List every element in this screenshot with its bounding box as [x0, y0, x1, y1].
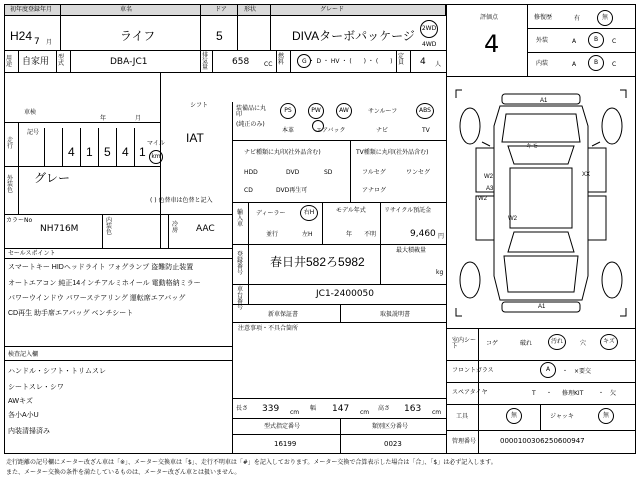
divider	[4, 248, 232, 249]
exterior-color-label: 外装色	[7, 175, 14, 194]
inspector-line: シートスレ・シワ	[8, 384, 64, 391]
mgmt-value: 0000100306250600947	[500, 437, 585, 445]
import-dealer: ディーラー	[256, 210, 286, 217]
divider	[232, 304, 446, 305]
divider	[232, 248, 233, 454]
seat-item: コゲ	[486, 340, 499, 347]
divider	[232, 322, 446, 323]
score-label: 評価点	[480, 14, 499, 21]
divider	[232, 284, 446, 285]
height-unit: cm	[432, 409, 442, 416]
tools-value: 無	[506, 408, 522, 424]
shape-label: 形状	[244, 6, 257, 13]
grade-label: グレード	[320, 6, 345, 13]
equipment-pw: PW	[308, 103, 324, 119]
navi-type-sd: SD	[324, 169, 333, 176]
inspector-notes-label: 検査記入欄	[8, 351, 39, 358]
tv-type-label: TV種類に丸印(社外品含む)	[356, 149, 429, 156]
divider	[4, 346, 232, 347]
mileage-digit: 4	[68, 145, 75, 159]
divider	[248, 284, 249, 304]
divider	[160, 102, 161, 166]
manual-label: 取扱説明書	[380, 311, 411, 318]
import-hidari-h: 左H	[302, 231, 313, 238]
interior-grade-a: A	[572, 61, 577, 68]
recycle-unit: 円	[438, 233, 445, 240]
aircon-label: 冷房	[172, 221, 179, 234]
divider	[168, 214, 169, 248]
seat-item-scratch: キズ	[600, 334, 618, 350]
interior-grade-label: 内装	[536, 60, 549, 67]
inspector-line: 内装清掃済み	[8, 428, 50, 435]
plate-label: 登録番号	[237, 251, 244, 276]
equipment-label: 装備品に丸印	[236, 105, 267, 118]
divider	[527, 4, 528, 76]
capacity-value: 4	[420, 57, 426, 67]
model-year-label: モデル年式	[336, 207, 366, 214]
import-heiko: 並行	[266, 231, 279, 238]
divider	[232, 398, 446, 399]
windshield-a: A	[540, 362, 556, 378]
divider	[248, 244, 249, 284]
import-label: 輸入車	[237, 209, 244, 228]
divider	[44, 128, 45, 166]
divider	[4, 166, 160, 167]
fuel-options: G ・ D ・ HV ・ ( ) ・ ( )	[302, 58, 393, 65]
diagram-label: A1	[538, 304, 546, 310]
first-reg-label: 初年度登録年月	[10, 6, 53, 13]
divider	[4, 258, 232, 259]
equipment-aw: AW	[336, 103, 352, 119]
divider	[540, 404, 541, 430]
divider	[527, 28, 636, 29]
divider	[446, 4, 447, 454]
era-year: H24	[10, 29, 33, 43]
divider	[116, 128, 117, 166]
sales-points-label: セールスポイント	[8, 250, 56, 257]
divider	[270, 4, 271, 50]
divider	[410, 50, 411, 72]
footer-line2: また、メーター交換の条件を満たしているものは、メーター改ざん車とは扱いません。	[6, 469, 241, 476]
divider	[18, 166, 19, 214]
inspector-line: 各小A小U	[8, 412, 39, 419]
navi-type-dvd-play: DVD再生可	[276, 187, 308, 194]
divider	[80, 128, 81, 166]
sales-line: オートエアコン 純正14インチアルミホイール 電動格納ミラー	[8, 280, 201, 287]
divider	[4, 72, 446, 73]
displacement-label: 排気量	[202, 52, 209, 71]
exterior-color: グレー	[34, 171, 71, 185]
divider	[350, 140, 351, 202]
divider	[18, 50, 19, 72]
model-label: 型式	[58, 54, 65, 67]
tv-type-full: フルセグ	[362, 169, 386, 176]
mileage-digit: 4	[122, 145, 129, 159]
spare-item: 欠	[610, 390, 617, 397]
max-load-label: 最大積載量	[396, 247, 427, 254]
repair-label: 修復歴	[534, 14, 553, 21]
interior-color-label: 内装色	[106, 217, 113, 236]
category-number-value: 0023	[384, 440, 402, 448]
divider	[232, 202, 446, 203]
max-load-unit: kg	[436, 269, 444, 276]
exterior-color-note: ( ) 色替車は色替と記入	[150, 197, 213, 204]
divider	[232, 244, 446, 245]
height-label: 高さ	[378, 405, 391, 412]
displacement-value: 658	[232, 57, 250, 67]
mileage-unit-km: km	[149, 150, 163, 164]
fuel-label: 燃料	[278, 53, 285, 66]
equipment-tv: TV	[422, 127, 430, 134]
mileage-unit-mile: マイル	[147, 140, 165, 147]
divider	[322, 202, 323, 244]
navi-type-label: ナビ種類に丸印(社外品含む)	[244, 149, 321, 156]
equipment-sublabel: (純正のみ)	[236, 121, 265, 128]
divider	[4, 214, 232, 215]
equipment-sunroof: サンルーフ	[368, 108, 398, 115]
spare-item: ・	[598, 390, 605, 397]
divider	[4, 360, 232, 361]
length-value: 339	[262, 404, 280, 414]
divider	[380, 202, 381, 244]
divider	[446, 76, 636, 77]
mgmt-label: 管理番号	[452, 438, 477, 445]
divider	[212, 50, 213, 72]
divider	[134, 128, 135, 166]
mileage-digit: 1	[139, 145, 146, 159]
seat-label: 室内シート	[452, 337, 477, 350]
divider	[446, 382, 636, 383]
model-year-unknown: 不明	[364, 231, 377, 238]
shift-label: シフト	[190, 102, 209, 109]
car-damage-diagram	[450, 86, 632, 320]
windshield-label: フロントガラス	[452, 367, 494, 374]
divider	[446, 430, 636, 431]
divider	[4, 122, 160, 123]
navi-type-dvd: DVD	[286, 169, 300, 176]
divider	[446, 328, 636, 329]
drive-2wd-circle: 2WD	[420, 20, 438, 38]
color-no-label: カラーNo	[6, 217, 33, 224]
spare-label: スペアタイヤ	[452, 389, 488, 396]
length-unit: cm	[290, 409, 300, 416]
equipment-abs: ABS	[416, 103, 434, 119]
inspector-line: ハンドル・シフト・トリムスレ	[8, 368, 106, 375]
height-value: 163	[404, 404, 422, 414]
length-label: 長さ	[236, 405, 249, 412]
spare-item: ・	[546, 390, 553, 397]
divider	[18, 122, 19, 166]
use-label: 用途	[6, 55, 13, 68]
chassis-label: 車台番号	[237, 286, 244, 311]
exterior-grade-a: A	[572, 38, 577, 45]
divider	[232, 434, 446, 435]
spare-item: 修理KIT	[562, 390, 584, 397]
capacity-label: 定員	[398, 53, 405, 66]
type-number-label: 型式指定番号	[264, 423, 301, 430]
divider	[396, 50, 397, 72]
car-name-label: 車名	[120, 6, 133, 13]
mileage-digit: 5	[104, 145, 111, 159]
jack-value: 無	[598, 408, 614, 424]
shaken-month-label: 月	[135, 115, 142, 122]
diagram-label: W2	[484, 174, 493, 180]
jack-label: ジャッキ	[550, 413, 574, 420]
divider	[232, 102, 233, 248]
width-unit: cm	[360, 409, 370, 416]
diagram-label: A3	[486, 186, 494, 192]
divider	[380, 244, 381, 284]
sales-line: CD再生 助手席エアバッグ ベンチシート	[8, 310, 134, 317]
shift-value: IAT	[186, 131, 204, 145]
exterior-grade-c: C	[612, 38, 617, 45]
tv-type-one: ワンセグ	[406, 169, 431, 176]
equipment-navi: ナビ	[376, 127, 389, 134]
sales-line: スマートキー HIDヘッドライト フォグランプ 盗難防止装置	[8, 264, 194, 271]
drive-4wd: 4WD	[422, 41, 437, 48]
exterior-grade-b: B	[588, 32, 604, 48]
grade-value: DIVAターボパッケージ	[292, 29, 415, 43]
divider	[232, 418, 446, 419]
displacement-unit: CC	[264, 61, 273, 68]
interior-grade-c: C	[612, 61, 617, 68]
notes-label: 注意事項・不具合箇所	[238, 325, 299, 332]
car-name: ライフ	[120, 29, 156, 43]
model-year-nen: 年	[346, 231, 353, 238]
windshield-replace: ×要交	[574, 368, 592, 375]
recycle-value: 9,460	[410, 229, 436, 239]
divider	[446, 404, 636, 405]
diagram-label: XX	[582, 172, 591, 178]
interior-grade-b: B	[588, 55, 604, 71]
capacity-unit: 人	[435, 61, 442, 68]
inspector-line: AWキズ	[8, 398, 33, 405]
width-value: 147	[332, 404, 350, 414]
divider	[70, 50, 71, 72]
mileage-notation-label: 記号	[27, 129, 40, 136]
diagram-label: キモ	[526, 144, 539, 150]
import-migi-h: 右H	[300, 205, 318, 221]
divider	[62, 128, 63, 166]
divider	[527, 52, 636, 53]
divider	[446, 360, 636, 361]
diagram-label: W2	[478, 196, 487, 202]
diagram-label: W2	[508, 216, 517, 222]
seat-item-dirt: 汚れ	[548, 334, 566, 350]
category-number-label: 類別区分番号	[372, 423, 409, 430]
divider	[340, 418, 341, 454]
spare-item: T	[532, 390, 536, 397]
score-value: 4	[484, 30, 500, 58]
equipment-ps: PS	[280, 103, 296, 119]
divider	[276, 50, 277, 72]
navi-type-cd: CD	[244, 187, 253, 194]
equipment-honkawa: 本革	[282, 127, 295, 134]
shaken-label: 車検	[24, 109, 37, 116]
use-value: 自家用	[22, 57, 50, 67]
divider	[200, 4, 201, 50]
door-count: 5	[216, 29, 223, 43]
color-no-value: NH716M	[40, 224, 79, 234]
footer-line1: 走行距離の記号欄にメーター改ざん車は「※」、メーター交換車は「$」、走行不明車は「#」を記入しております。メーター交換で合算表示した場合は「合」、「$」は必ず記入します。	[6, 459, 497, 466]
mileage-label: 走行	[7, 137, 14, 150]
divider	[98, 128, 99, 166]
tools-label: 工具	[456, 413, 469, 420]
mileage-digit: 1	[86, 145, 93, 159]
recycle-label: リサイクル預託金	[384, 207, 432, 214]
navi-type-hdd: HDD	[244, 169, 258, 176]
repair-yes: 有	[574, 15, 581, 22]
reg-month: 7	[34, 37, 40, 47]
seat-item: 穴	[580, 340, 587, 347]
equipment-airbag: エアバック	[316, 127, 346, 134]
chassis-value: JC1-2400050	[316, 289, 374, 299]
tv-type-analog: アナログ	[362, 187, 387, 194]
diagram-label: A1	[540, 98, 548, 104]
doors-label: ドア	[215, 6, 227, 13]
divider	[102, 214, 103, 248]
divider	[60, 4, 61, 50]
plate-value: 春日井582ろ5982	[270, 255, 365, 269]
divider	[200, 50, 201, 72]
divider	[237, 4, 238, 50]
divider	[248, 202, 249, 244]
repair-no: 無	[597, 10, 613, 26]
windshield-sep: ・	[562, 368, 569, 375]
divider	[290, 50, 291, 72]
divider	[56, 50, 57, 72]
exterior-grade-label: 外装	[536, 37, 549, 44]
divider	[340, 304, 341, 322]
seat-item: 破れ	[520, 340, 533, 347]
width-label: 幅	[310, 405, 317, 412]
aircon-value: AAC	[196, 224, 215, 234]
month-unit: 月	[46, 39, 53, 46]
sales-line: パワーウインドウ パワーステアリング 運転席エアバッグ	[8, 295, 186, 302]
type-number-value: 16199	[274, 440, 297, 448]
warranty-label: 新車保証書	[268, 311, 299, 318]
shaken-year-label: 年	[100, 115, 107, 122]
model-value: DBA-JC1	[110, 57, 148, 67]
divider	[232, 140, 446, 141]
